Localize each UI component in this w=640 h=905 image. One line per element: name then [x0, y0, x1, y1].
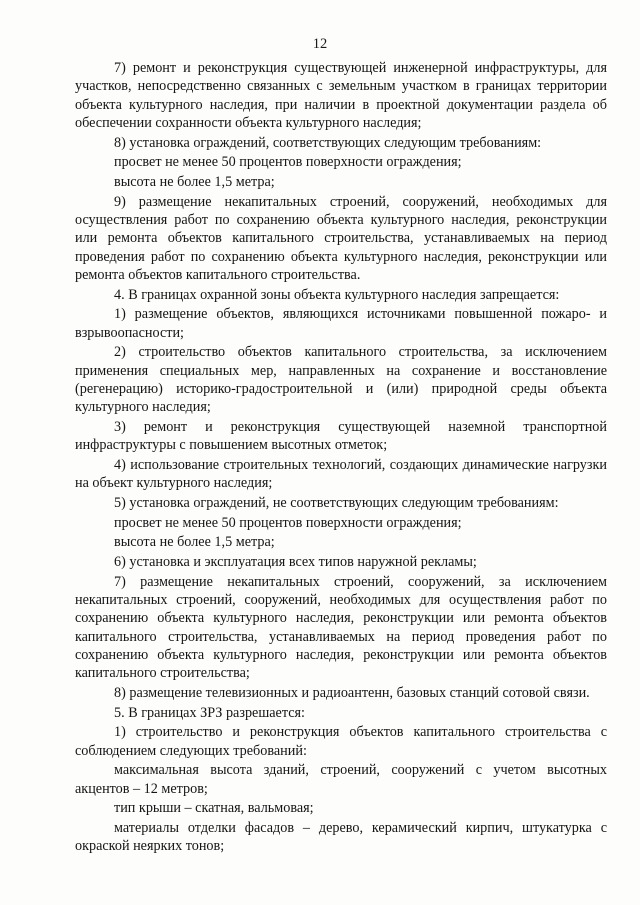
paragraph: просвет не менее 50 процентов поверхности ограждения;: [114, 154, 462, 171]
paragraph: максимальная высота зданий, строений, сооружений с учетом высотных акцентов – 12 метров;: [75, 762, 607, 797]
paragraph: 7) ремонт и реконструкция существующей инженерной инфраструктуры, для участков, непосредственно связанных с земельным участком в границах территории объекта культурного наследия, при наличии в проектной документации раздела об обеспечении сохранности объекта культурного наследия;: [75, 60, 607, 131]
paragraph: просвет не менее 50 процентов поверхности ограждения;: [114, 514, 462, 531]
paragraph: 2) строительство объектов капитального строительства, за исключением применения специальных мер, направленных на сохранение и восстановление (регенерацию) историко-градостроительной и (или) природной среды объекта культурного наследия;: [75, 344, 607, 415]
paragraph: 4) использование строительных технологий, создающих динамические нагрузки на объект культурного наследия;: [75, 456, 607, 491]
paragraph: материалы отделки фасадов – дерево, керамический кирпич, штукатурка с окраской неярких тонов;: [75, 820, 607, 855]
page-number: 12: [312, 36, 328, 52]
paragraph: 4. В границах охранной зоны объекта культурного наследия запрещается:: [114, 286, 560, 303]
paragraph: 3) ремонт и реконструкция существующей наземной транспортной инфраструктуры с повышением высотных отметок;: [75, 418, 607, 453]
paragraph: 1) строительство и реконструкция объектов капитального строительства с соблюдением следующих требований:: [75, 724, 607, 759]
paragraph: 8) установка ограждений, соответствующих следующим требованиям:: [114, 134, 542, 151]
paragraph: 5) установка ограждений, не соответствующих следующим требованиям:: [114, 494, 559, 511]
paragraph: 5. В границах ЗРЗ разрешается:: [114, 704, 305, 721]
paragraph: 9) размещение некапитальных строений, сооружений, необходимых для осуществления работ по сохранению объекта культурного наследия, реконструкции или ремонта объектов капитального строительства, устанавливаемых на период проведения работ по сохранению объекта культурного наследия, реконструкции или ремонта объектов капитального строительства.: [75, 193, 607, 283]
paragraph: тип крыши – скатная, вальмовая;: [114, 800, 314, 817]
paragraph: 6) установка и эксплуатация всех типов наружной рекламы;: [114, 554, 477, 570]
paragraph: 7) размещение некапитальных строений, сооружений, за исключением некапитальных строений, сооружений, необходимых для осуществления работ по сохранению объекта культурного наследия, реконструкции или ремонта объектов капитального строительства, устанавливаемых на период проведения работ по сохранению объекта культурного наследия, реконструкции или ремонта объектов капитального строительства;: [75, 573, 607, 681]
document-body: [75, 59, 607, 857]
paragraph: высота не более 1,5 метра;: [114, 534, 275, 551]
paragraph: 8) размещение телевизионных и радиоантенн, базовых станций сотовой связи.: [114, 684, 590, 701]
paragraph: высота не более 1,5 метра;: [114, 174, 275, 190]
paragraph: 1) размещение объектов, являющихся источниками повышенной пожаро- и взрывоопасности;: [75, 306, 607, 341]
